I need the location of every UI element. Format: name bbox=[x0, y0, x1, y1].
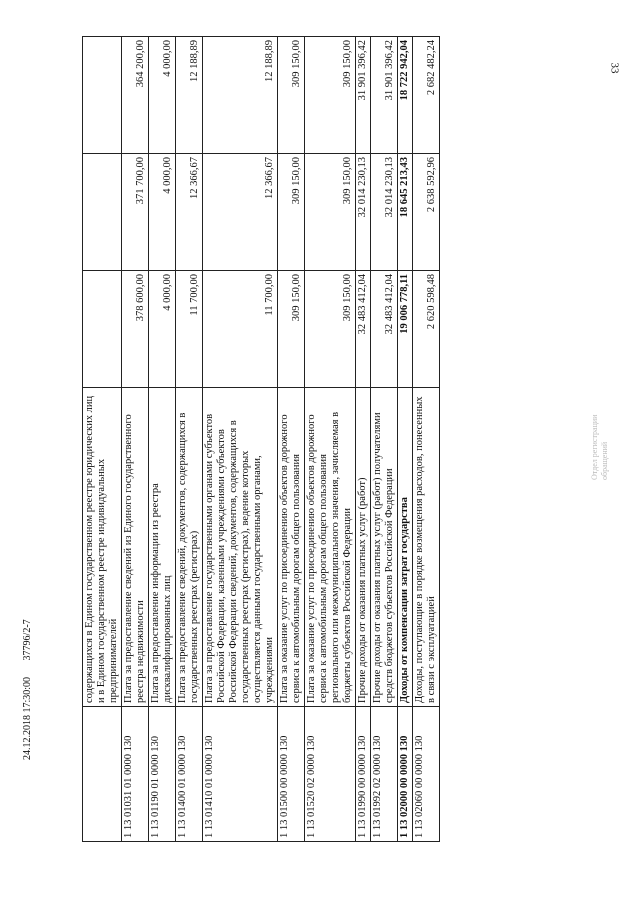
row-value-3: 309 150,00 bbox=[278, 37, 305, 154]
row-value-1: 309 150,00 bbox=[305, 271, 356, 388]
stamp-line-2: обращений bbox=[600, 441, 609, 480]
row-code: 1 13 01520 02 0000 130 bbox=[305, 707, 356, 842]
row-value-3: 309 150,00 bbox=[305, 37, 356, 154]
row-value-3: 12 188,89 bbox=[203, 37, 278, 154]
table-row bbox=[203, 37, 278, 842]
row-value-3: 12 188,89 bbox=[176, 37, 203, 154]
row-name: Плата за предоставление информации из реестра дисквалифицированных лиц bbox=[149, 388, 176, 707]
row-code: 1 13 01410 01 0000 130 bbox=[203, 707, 278, 842]
row-name: Доходы, поступающие в порядке возмещения расходов, понесенных в связи с эксплуатацией bbox=[413, 388, 440, 707]
row-value-3: 31 901 396,42 bbox=[356, 37, 371, 154]
row-value-3: 4 000,00 bbox=[149, 37, 176, 154]
table-row bbox=[149, 37, 176, 842]
row-name: Плата за оказание услуг по присоединению объектов дорожного сервиса к автомобильным дорогам общего пользования bbox=[278, 388, 305, 707]
row-name: Плата за оказание услуг по присоединению объектов дорожного сервиса к автомобильным дорогам общего пользования регионального или межмуниципального значения, зачисляемая в бюджеты субъектов Российской Федерации bbox=[305, 388, 356, 707]
footer bbox=[22, 600, 38, 760]
table-row bbox=[371, 37, 398, 842]
revenue-table bbox=[82, 36, 440, 842]
row-name: Плата за предоставление государственными органами субъектов Российской Федерации, казенными учреждениями субъектов Российской Федерации сведений, документов, содержащихся в государственных реестрах (регистрах), ведение которых осуществляется данными государственными органами, учреждениями bbox=[203, 388, 278, 707]
table-row bbox=[356, 37, 371, 842]
row-value-2: 12 366,67 bbox=[176, 154, 203, 271]
stamp-line-1: Отдел регистрации bbox=[590, 414, 599, 480]
row-value-1 bbox=[83, 271, 122, 388]
row-name: Прочие доходы от оказания платных услуг (работ) получателями средств бюджетов субъектов Российской Федерации bbox=[371, 388, 398, 707]
row-value-1: 2 620 598,48 bbox=[413, 271, 440, 388]
row-code: 1 13 02000 00 0000 130 bbox=[398, 707, 413, 842]
row-code: 1 13 01992 02 0000 130 bbox=[371, 707, 398, 842]
table-row bbox=[176, 37, 203, 842]
row-value-3: 18 722 942,04 bbox=[398, 37, 413, 154]
registration-stamp bbox=[590, 415, 610, 480]
row-value-2: 12 366,67 bbox=[203, 154, 278, 271]
table-row bbox=[413, 37, 440, 842]
row-name: Прочие доходы от оказания платных услуг (работ) bbox=[356, 388, 371, 707]
footer-doc-id: 37796/2-7 bbox=[22, 619, 33, 661]
row-value-3: 31 901 396,42 bbox=[371, 37, 398, 154]
row-value-2: 309 150,00 bbox=[305, 154, 356, 271]
table-row bbox=[122, 37, 149, 842]
row-value-2 bbox=[83, 154, 122, 271]
table-row bbox=[278, 37, 305, 842]
row-value-2: 32 014 230,13 bbox=[356, 154, 371, 271]
row-value-3 bbox=[83, 37, 122, 154]
row-value-1: 32 483 412,04 bbox=[356, 271, 371, 388]
row-value-1: 4 000,00 bbox=[149, 271, 176, 388]
row-code: 1 13 01500 00 0000 130 bbox=[278, 707, 305, 842]
row-value-2: 32 014 230,13 bbox=[371, 154, 398, 271]
row-value-1: 309 150,00 bbox=[278, 271, 305, 388]
row-value-2: 309 150,00 bbox=[278, 154, 305, 271]
table-row bbox=[305, 37, 356, 842]
table-row bbox=[83, 37, 122, 842]
page-number: 33 bbox=[608, 62, 621, 74]
row-value-2: 371 700,00 bbox=[122, 154, 149, 271]
table-row bbox=[398, 37, 413, 842]
row-code bbox=[83, 707, 122, 842]
row-value-2: 4 000,00 bbox=[149, 154, 176, 271]
row-value-1: 19 006 778,11 bbox=[398, 271, 413, 388]
row-code: 1 13 01031 01 0000 130 bbox=[122, 707, 149, 842]
row-value-1: 32 483 412,04 bbox=[371, 271, 398, 388]
row-code: 1 13 02060 00 0000 130 bbox=[413, 707, 440, 842]
footer-timestamp: 24.12.2018 17:30:00 bbox=[22, 676, 33, 760]
row-value-1: 11 700,00 bbox=[176, 271, 203, 388]
row-name: Плата за предоставление сведений, документов, содержащихся в государственных реестрах (регистрах) bbox=[176, 388, 203, 707]
row-code: 1 13 01190 01 0000 130 bbox=[149, 707, 176, 842]
row-value-2: 18 645 213,43 bbox=[398, 154, 413, 271]
rotated-table-container bbox=[82, 40, 552, 842]
row-value-1: 378 600,00 bbox=[122, 271, 149, 388]
row-name: Доходы от компенсации затрат государства bbox=[398, 388, 413, 707]
row-name: содержащихся в Едином государственном реестре юридических лиц и в Едином государственном реестре индивидуальных предпринимателей bbox=[83, 388, 122, 707]
row-code: 1 13 01400 01 0000 130 bbox=[176, 707, 203, 842]
row-value-2: 2 638 592,96 bbox=[413, 154, 440, 271]
row-value-3: 364 200,00 bbox=[122, 37, 149, 154]
row-value-3: 2 682 482,24 bbox=[413, 37, 440, 154]
row-name: Плата за предоставление сведений из Единого государственного реестра недвижимости bbox=[122, 388, 149, 707]
table-body bbox=[83, 37, 440, 842]
row-code: 1 13 01990 00 0000 130 bbox=[356, 707, 371, 842]
row-value-1: 11 700,00 bbox=[203, 271, 278, 388]
